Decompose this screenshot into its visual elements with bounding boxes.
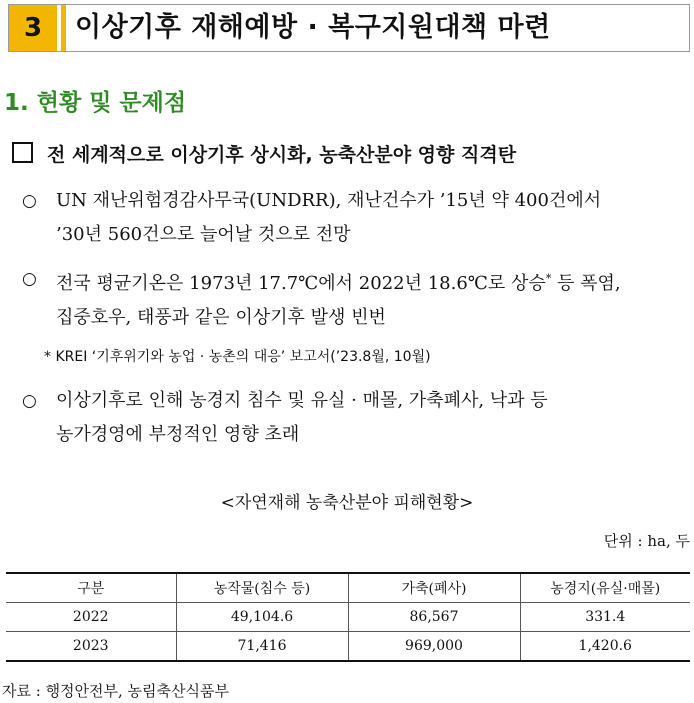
column-header: 농경지(유실·매몰) — [520, 573, 690, 603]
bullet-text: 전국 평균기온은 1973년 17.7℃에서 2022년 18.6℃로 상승 — [56, 273, 546, 294]
square-bullet-icon — [12, 142, 33, 163]
circle-bullet-icon: ○ — [22, 191, 37, 211]
table-title: <자연재해 농축산분야 피해현황> — [220, 493, 474, 513]
table-row — [6, 603, 690, 632]
bullet-item — [22, 184, 692, 252]
table-cell: 71,416 — [176, 632, 348, 662]
bullet-text: 등 폭염, — [551, 273, 621, 294]
header-title: 이상기후 재해예방 · 복구지원대책 마련 — [75, 12, 551, 43]
column-header: 가축(폐사) — [348, 573, 520, 603]
bullet-line: ’30년 560건으로 늘어날 것으로 전망 — [56, 224, 351, 245]
bullet-line: UN 재난위험경감사무국(UNDRR), 재난건수가 ’15년 약 400건에서 — [56, 190, 602, 211]
table-cell: 331.4 — [520, 603, 690, 632]
bullet-line: 이상기후로 인해 농경지 침수 및 유실 · 매몰, 가축폐사, 낙과 등 — [56, 390, 548, 411]
damage-table — [6, 572, 690, 662]
table-cell: 86,567 — [348, 603, 520, 632]
headline-text: 전 세계적으로 이상기후 상시화, 농축산분야 영향 직격탄 — [47, 144, 517, 166]
table-unit: 단위 : ha, 두 — [603, 532, 690, 550]
circle-bullet-icon: ○ — [22, 391, 37, 411]
table-header-row — [6, 573, 690, 603]
bullet-line — [22, 262, 692, 301]
bullet-item — [22, 262, 692, 335]
source-note: 자료 : 행정안전부, 농림축산식품부 — [2, 682, 229, 700]
header-accent-bar — [61, 5, 66, 51]
table-cell: 1,420.6 — [520, 632, 690, 662]
table-cell: 969,000 — [348, 632, 520, 662]
headline — [12, 140, 516, 167]
table-cell: 2023 — [6, 632, 176, 662]
bullet-item — [22, 384, 692, 452]
bullet-line: 농가경영에 부정적인 영향 초래 — [56, 424, 300, 445]
table-cell: 49,104.6 — [176, 603, 348, 632]
bullet-line: 집중호우, 태풍과 같은 이상기후 발생 빈번 — [56, 307, 386, 328]
footnote: * KREI ‘기후위기와 농업 · 농촌의 대응’ 보고서(’23.8월, 10월) — [44, 349, 431, 365]
table-row — [6, 632, 690, 662]
footnote-marker: * — [545, 272, 552, 285]
column-header: 농작물(침수 등) — [176, 573, 348, 603]
circle-bullet-icon: ○ — [22, 269, 37, 289]
section-number: 3 — [9, 5, 57, 51]
section-header — [8, 4, 690, 52]
table-cell: 2022 — [6, 603, 176, 632]
column-header: 구분 — [6, 573, 176, 603]
section-title: 1. 현황 및 문제점 — [4, 90, 187, 116]
